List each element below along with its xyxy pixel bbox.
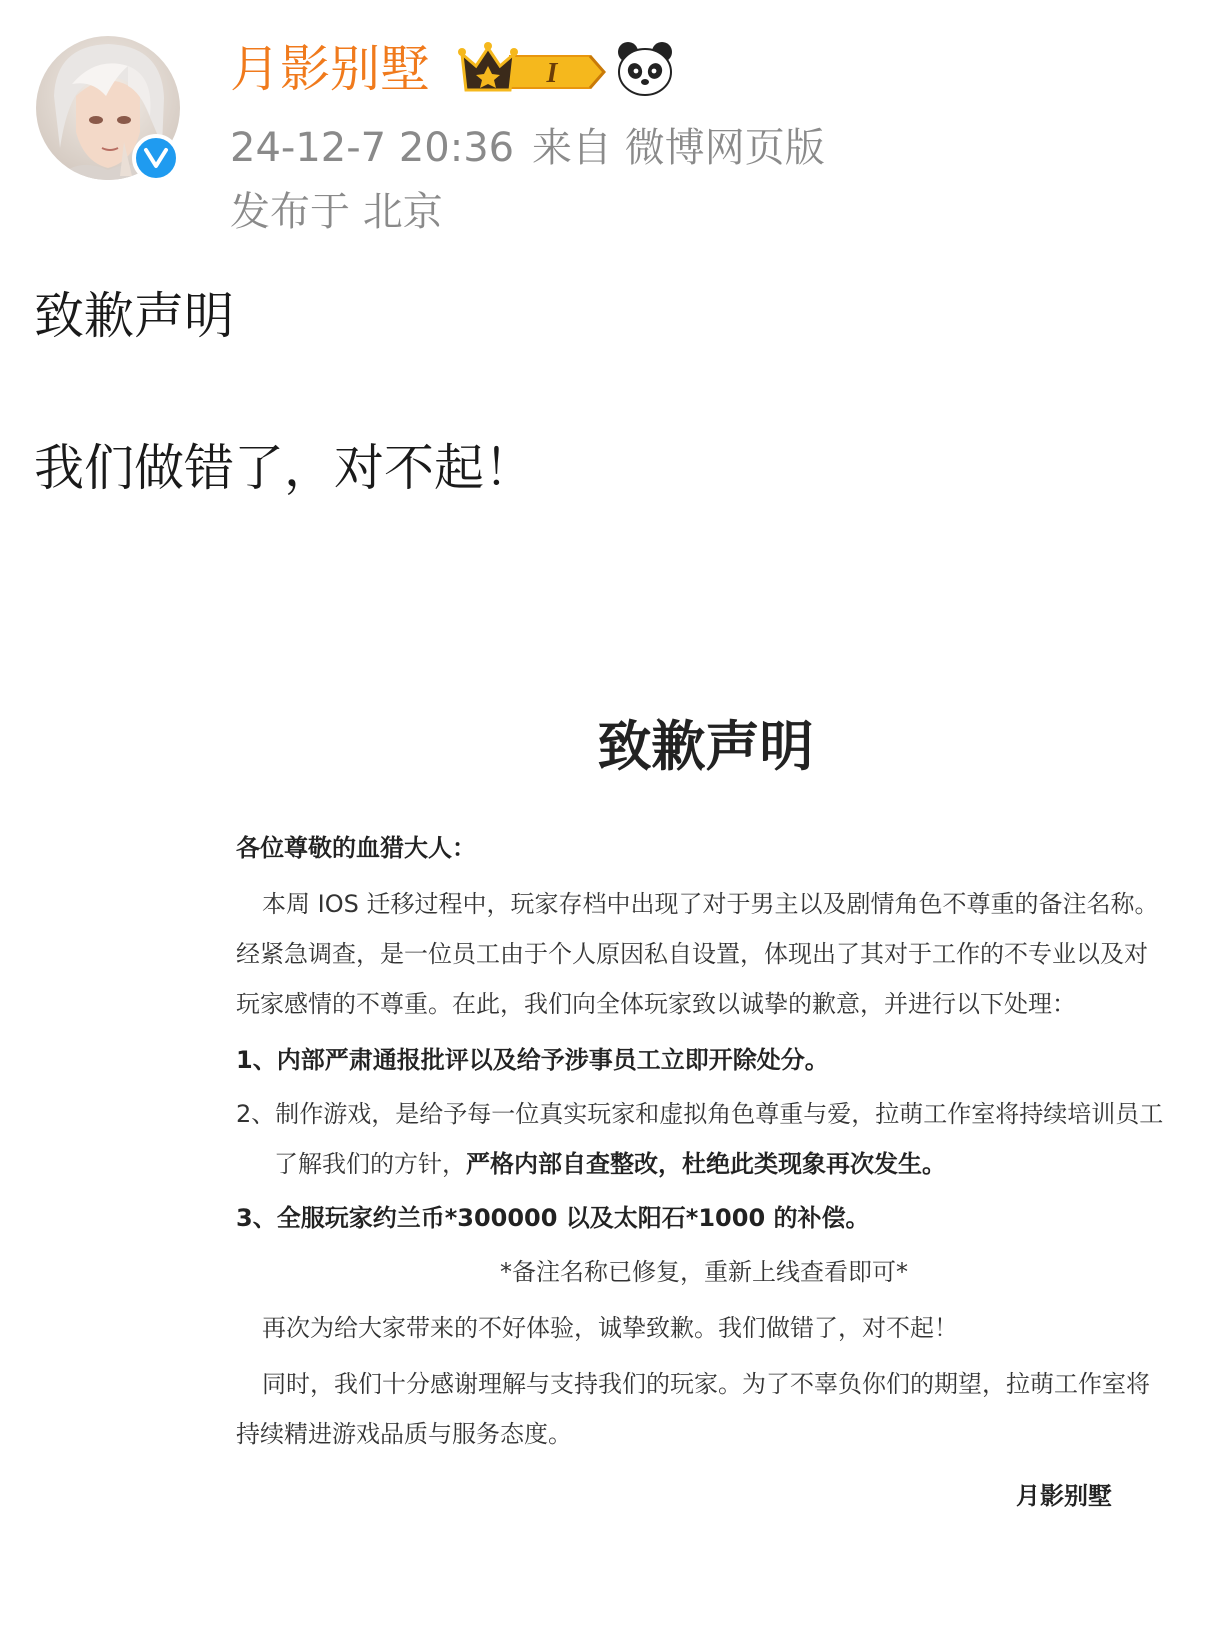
verified-icon <box>132 134 180 182</box>
document-list-item-3: 3、全服玩家约兰币*300000 以及太阳石*1000 的补偿。 <box>236 1204 870 1232</box>
attached-image[interactable] <box>0 640 1231 1641</box>
username[interactable]: 月影别墅 <box>230 40 430 98</box>
item2-normal-text: 了解我们的方针， <box>274 1150 466 1178</box>
vip-level-text: I <box>546 58 558 89</box>
document-note: *备注名称已修复，重新上线查看即可* <box>500 1258 908 1286</box>
document-paragraph-line: 再次为给大家带来的不好体验，诚挚致歉。我们做错了，对不起！ <box>262 1314 958 1342</box>
post-body-text: 我们做错了，对不起！ <box>34 439 534 497</box>
vip-crown-icon[interactable] <box>458 42 608 98</box>
document-salutation: 各位尊敬的血猎大人： <box>236 834 476 862</box>
document-paragraph-line: 玩家感情的不尊重。在此，我们向全体玩家致以诚挚的歉意，并进行以下处理： <box>236 990 1076 1018</box>
post-timestamp[interactable]: 24-12-7 20:36 <box>230 125 515 171</box>
post-title-text: 致歉声明 <box>34 287 234 345</box>
document-title: 致歉声明 <box>597 715 814 778</box>
document-paragraph-line: 本周 IOS 迁移过程中，玩家存档中出现了对于男主以及剧情角色不尊重的备注名称。 <box>262 890 1159 918</box>
document-list-item-1: 1、内部严肃通报批评以及给予涉事员工立即开除处分。 <box>236 1046 829 1074</box>
document-paragraph-line: 持续精进游戏品质与服务态度。 <box>236 1420 572 1448</box>
document-paragraph-line: 经紧急调查，是一位员工由于个人原因私自设置，体现出了其对于工作的不专业以及对 <box>236 940 1148 968</box>
document-signature: 月影别墅 <box>1016 1482 1112 1510</box>
post-source[interactable]: 来自 微博网页版 <box>532 125 825 171</box>
panda-icon[interactable] <box>616 40 674 98</box>
document-list-item-2-continued <box>274 1148 946 1180</box>
post-header <box>0 0 1231 250</box>
post-location: 发布于 北京 <box>230 189 443 235</box>
document-paragraph-line: 同时，我们十分感谢理解与支持我们的玩家。为了不辜负你们的期望，拉萌工作室将 <box>262 1370 1150 1398</box>
item2-bold-text: 严格内部自查整改，杜绝此类现象再次发生。 <box>466 1150 946 1178</box>
document-list-item-2: 2、制作游戏，是给予每一位真实玩家和虚拟角色尊重与爱，拉萌工作室将持续培训员工 <box>236 1100 1164 1128</box>
